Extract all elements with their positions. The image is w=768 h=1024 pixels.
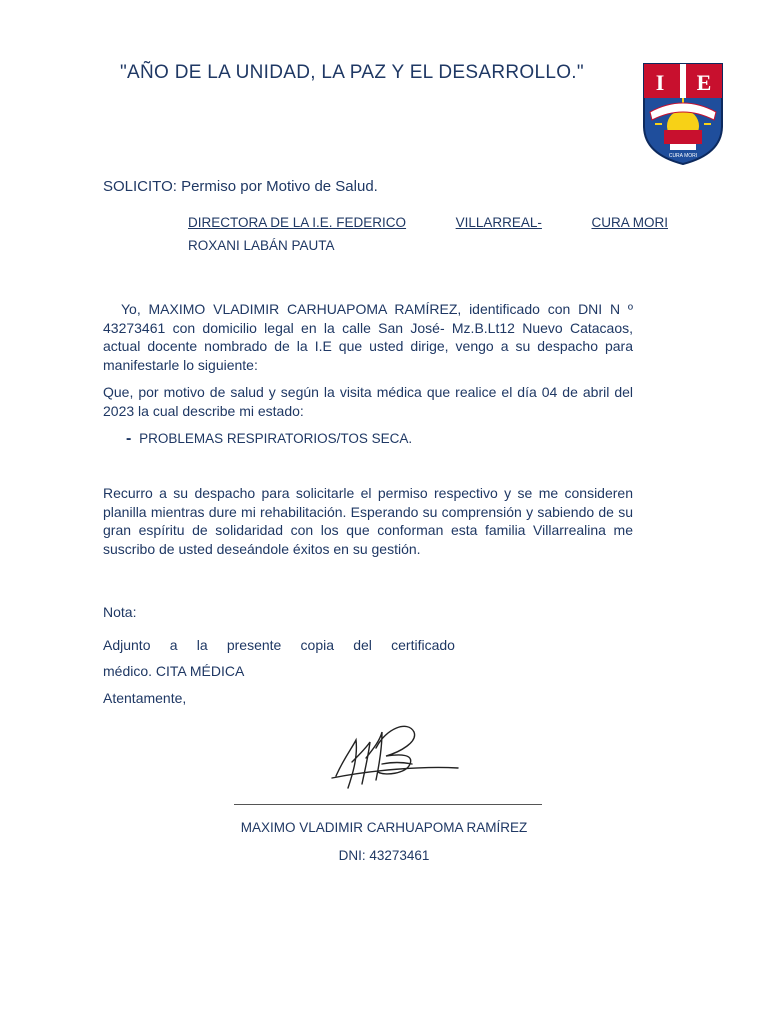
signer-name: MAXIMO VLADIMIR CARHUAPOMA RAMÍREZ bbox=[240, 820, 528, 835]
item-text: PROBLEMAS RESPIRATORIOS/TOS SECA. bbox=[139, 431, 413, 446]
recipient-part: DIRECTORA DE LA I.E. FEDERICO bbox=[188, 215, 407, 230]
logo-bottom-text: CURA MORI bbox=[668, 153, 698, 159]
handwritten-signature bbox=[322, 718, 462, 796]
school-crest-logo bbox=[640, 60, 726, 166]
note-text bbox=[103, 632, 455, 684]
recipient-part: CURA MORI bbox=[591, 215, 668, 230]
document-header-title: "AÑO DE LA UNIDAD, LA PAZ Y EL DESARROLLO." bbox=[120, 62, 584, 83]
logo-letter-i: I bbox=[655, 70, 665, 95]
logo-letter-e: E bbox=[696, 70, 712, 95]
note-line-1: Adjunto a la presente copia del certificado bbox=[103, 637, 455, 653]
condition-item bbox=[126, 430, 412, 448]
body-paragraph-1: Yo, MAXIMO VLADIMIR CARHUAPOMA RAMÍREZ, identificado con DNI N º 43273461 con domicilio legal en la calle San José- Mz.B.Lt12 Nuevo Catacaos, actual docente nombrado de la I.E que usted dirige, vengo a su despacho para manifestarle lo siguiente: bbox=[103, 301, 633, 373]
signature-line bbox=[234, 804, 542, 805]
recipient-block bbox=[188, 211, 668, 257]
subject-line: SOLICITO: Permiso por Motivo de Salud. bbox=[103, 178, 378, 195]
item-bullet: - bbox=[126, 430, 132, 447]
signer-dni: DNI: 43273461 bbox=[338, 848, 430, 863]
closing-text: Atentamente, bbox=[103, 690, 187, 706]
note-line-2: médico. CITA MÉDICA bbox=[103, 663, 245, 679]
body-paragraph-3: Recurro a su despacho para solicitarle el permiso respectivo y se me consideren planilla mientras dure mi rehabilitación. Esperando su comprensión y sabiendo de su gran espíritu de solidaridad con los que conforman esta familia Villarrealina me suscribo de usted deseándole éxitos en su gestión. bbox=[103, 485, 633, 557]
recipient-name: ROXANI LABÁN PAUTA bbox=[188, 238, 335, 253]
body-paragraph-2: Que, por motivo de salud y según la visita médica que realice el día 04 de abril del 2023 la cual describe mi estado: bbox=[103, 384, 633, 419]
recipient-part: VILLARREAL- bbox=[455, 215, 542, 230]
note-label: Nota: bbox=[103, 604, 137, 620]
recipient-line-1 bbox=[188, 211, 668, 234]
